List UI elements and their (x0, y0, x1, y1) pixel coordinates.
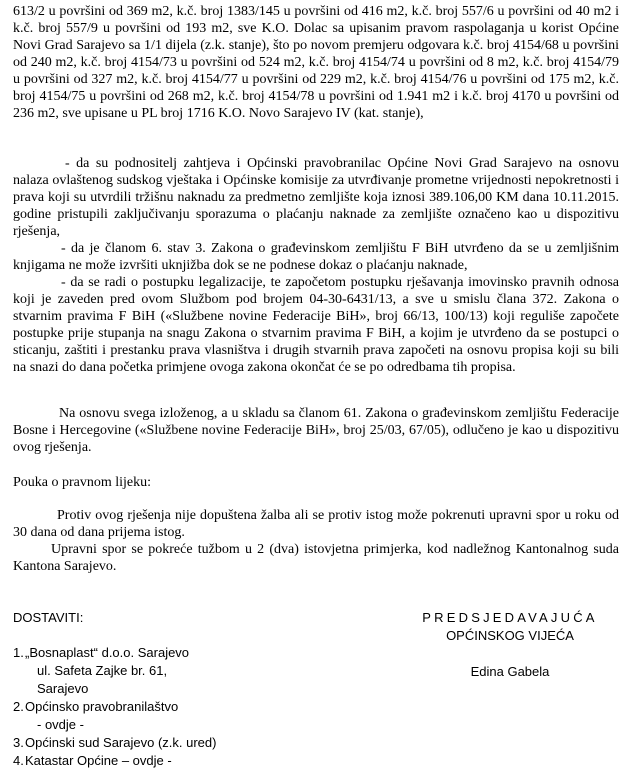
recipient-number: 4. (13, 753, 24, 768)
recipient-line: ul. Safeta Zajke br. 61, (37, 663, 168, 678)
recipient-line: „Bosnaplast“ d.o.o. Sarajevo (25, 645, 190, 660)
recipient-number: 3. (13, 735, 24, 750)
paragraph-no-appeal: Protiv ovog rješenja nije dopuštena žalba ali se protiv istog može pokrenuti upravni spor u roku od 30 dana od dana prijema istog. (13, 508, 619, 540)
legal-remedy-heading-text: Pouka o pravnom lijeku: (13, 475, 152, 490)
recipient-item (13, 644, 313, 698)
recipient-line: Općinski sud Sarajevo (z.k. ured) (25, 735, 217, 750)
paragraph-conclusion (13, 405, 619, 456)
paragraph-legalization: - da se radi o postupku legalizacije, te započetom postupku rješavanja imovinsko pravnih odnosa koji je zaveden pred ovom Službom pod brojem 04-30-6431/13, a sve u smislu člana 372. Zakona o stvarnim pravima F BiH («Službene novine Federacije BiH», broj 66/13, 100/13) koji reguliše započete postupke prije stupanja na snagu Zakona o stvarnim pravima F BiH, a kojim je utvrđeno da se postupci o sticanju, zaštiti i prestanku prava vlasništva i drugih stvarnih prava započeti na osnovu propisa koji su bili na snazi do dana početka primjene ovoga zakona okončat će se po odredbama tih propisa. (13, 275, 619, 375)
paragraph-article-6: - da je članom 6. stav 3. Zakona o građevinskom zemljištu F BiH utvrđeno da se u zemljišnim knjigama ne može izvršiti uknjižba dok se ne podnese dokaz o plaćanju naknade, (13, 241, 619, 273)
signatory-name: Edina Gabela (470, 664, 550, 679)
recipient-item (13, 752, 313, 770)
signature-block (400, 609, 620, 681)
recipients-section (13, 609, 313, 770)
paragraph-parcels (13, 3, 619, 122)
dostaviti-label: DOSTAVITI: (13, 610, 84, 625)
signature-title-line1: PREDSJEDAVAJUĆA (422, 610, 598, 625)
signature-title-line2: OPĆINSKOG VIJEĆA (446, 628, 574, 643)
recipient-number: 2. (13, 699, 24, 714)
paragraph-administrative-dispute: Upravni spor se pokreće tužbom u 2 (dva) istovjetna primjerka, kod nadležnog Kantonalnog suda Kantona Sarajevo. (13, 542, 619, 574)
recipient-item (13, 734, 313, 752)
paragraph-reasoning (13, 155, 619, 376)
paragraph-parcels-text: 613/2 u površini od 369 m2, k.č. broj 1383/145 u površini od 416 m2, k.č. broj 557/6 u površini od 40 m2 i k.č. broj 557/9 u površini od 193 m2, sve K.O. Dolac sa upisanim pravom raspolaganja u korist Općine Novi Grad Sarajevo sa 1/1 dijela (z.k. stanje), što po novom premjeru odgovara k.č. broj 4154/68 u površini od 240 m2, k.č. broj 4154/73 u površini od 524 m2, k.č. broj 4154/74 u površini od 8 m2, k.č. broj 4154/79 u površini od 327 m2, k.č. broj 4154/77 u površini od 229 m2, k.č. broj 4154/76 u površini od 175 m2, k.č. broj 4154/75 u površini od 268 m2, k.č. broj 4154/78 u površini od 1.941 m2 i k.č. broj 4170 u površini od 236 m2, sve upisane u PL broj 1716 K.O. Novo Sarajevo IV (kat. stanje), (13, 4, 619, 121)
legal-remedy-section (13, 507, 619, 575)
recipient-item (13, 698, 313, 734)
recipient-line: Sarajevo (37, 681, 89, 696)
recipient-line: - ovdje - (37, 717, 84, 732)
paragraph-conclusion-text: Na osnovu svega izloženog, a u skladu sa članom 61. Zakona o građevinskom zemljištu Federacije Bosne i Hercegovine («Službene novine Federacije BiH», broj 25/03, 67/05), odlučeno je kao u dispozitivu ovog rješenja. (13, 406, 619, 455)
recipient-line: Katastar Općine – ovdje - (25, 753, 172, 768)
recipient-line: Općinsko pravobranilaštvo (25, 699, 179, 714)
paragraph-valuation: - da su podnositelj zahtjeva i Općinski pravobranilac Općine Novi Grad Sarajevo na osnovu nalaza ovlaštenog sudskog vještaka i Općinske komisije za utvrđivanje prometne vrijednosti nepokretnosti i prava koji su utvrdili tržišnu naknadu za predmetno zemljište koja iznosi 389.106,00 KM dana 10.11.2015. godine pristupili zaključivanju sporazuma o plaćanju naknade za zemljište označeno kao u dispozitivu rješenja, (13, 156, 619, 239)
legal-remedy-heading (13, 474, 619, 491)
recipient-number: 1. (13, 645, 24, 660)
